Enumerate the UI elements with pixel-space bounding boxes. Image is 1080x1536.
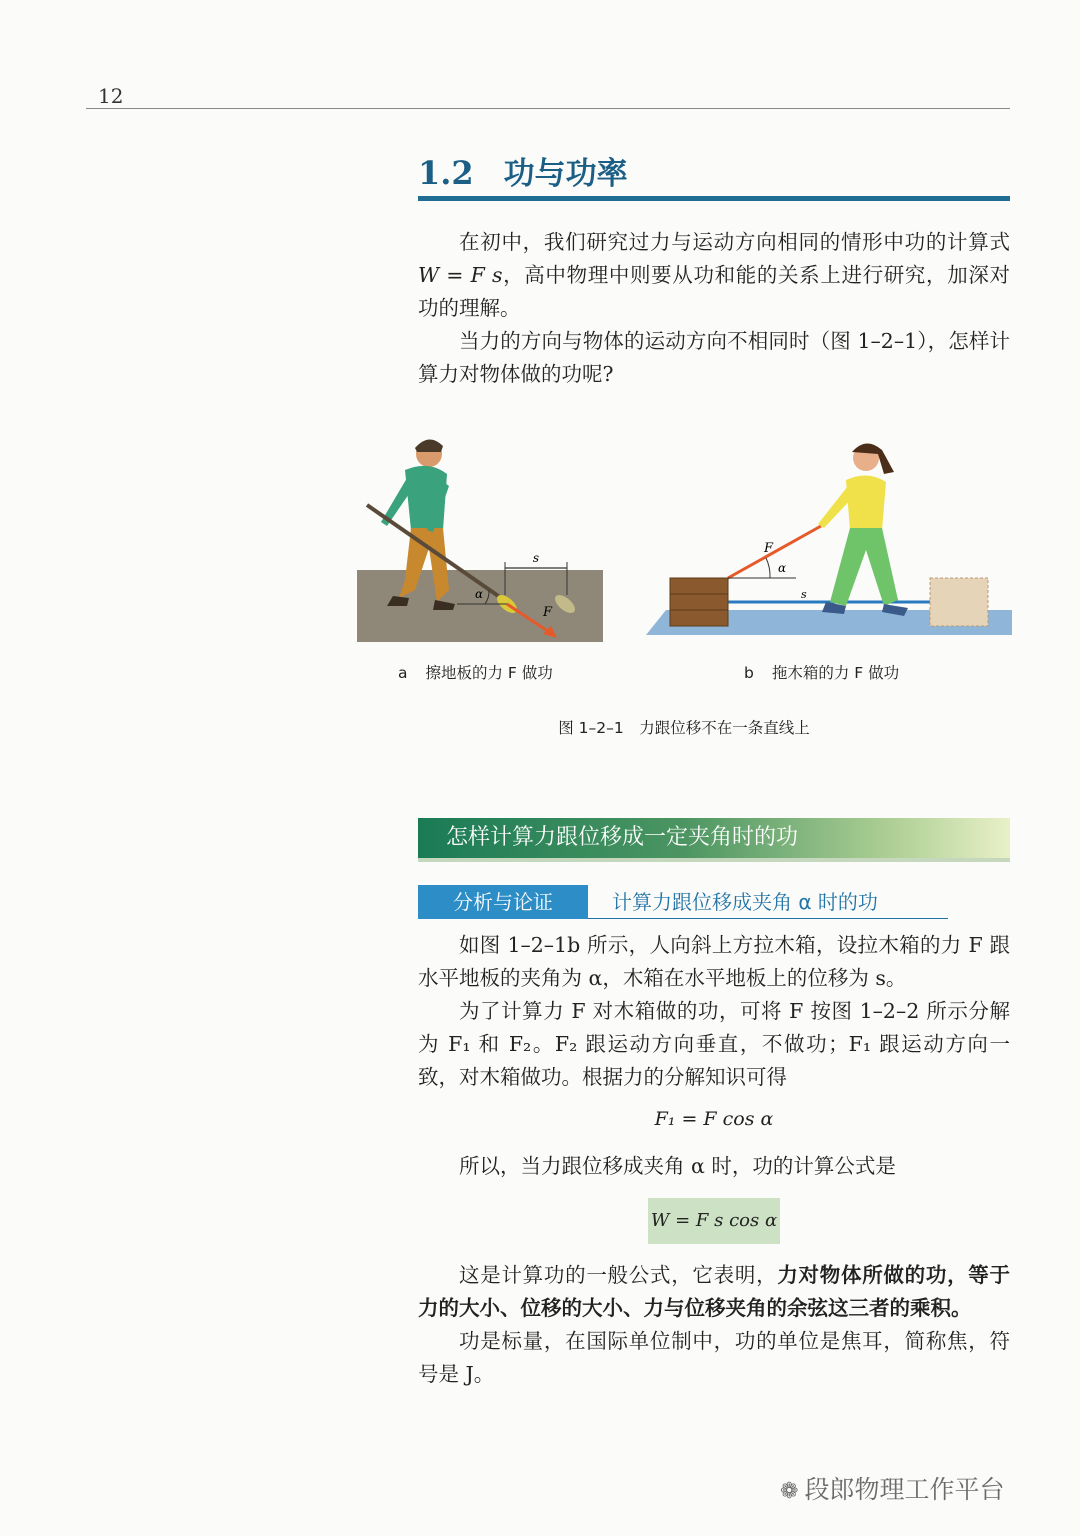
body-paragraph-4 — [418, 1259, 1010, 1325]
label-alpha-a: α — [475, 587, 484, 601]
intro-paragraph-2: 当力的方向与物体的运动方向不相同时（图 1–2–1），怎样计算力对物体做的功呢? — [418, 329, 1010, 386]
banner-shadow — [418, 858, 1010, 862]
section-rule — [418, 196, 1010, 201]
body-paragraph-3: 所以，当力跟位移成夹角 α 时，功的计算公式是 — [459, 1154, 896, 1178]
caption-a-letter: a — [398, 664, 408, 682]
label-F-a: F — [543, 605, 553, 620]
body-paragraph-1: 如图 1–2–1b 所示，人向斜上方拉木箱，设拉木箱的力 F 跟水平地板的夹角为 α，木箱在水平地板上的位移为 s。 — [418, 933, 1010, 990]
formula-f1-text: F₁ = F cos α — [654, 1108, 774, 1130]
watermark-text: 段郎物理工作平台 — [804, 1475, 1005, 1504]
label-F-b: F — [764, 541, 774, 556]
subsection-banner: 怎样计算力跟位移成一定夹角时的功 — [418, 818, 1010, 858]
box — [670, 578, 728, 626]
section-title — [418, 148, 628, 193]
intro-p1-formula: W = F s — [418, 263, 503, 287]
intro-p1-b: ，高中物理中则要从功和能的关系上进行研究，加深对功的理解。 — [418, 263, 1010, 320]
caption-b-letter: b — [744, 664, 754, 682]
label-s-b: s — [801, 588, 807, 601]
girl-shirt — [846, 475, 886, 530]
section-title-text: 功与功率 — [503, 156, 628, 192]
body-paragraph-5: 功是标量，在国际单位制中，功的单位是焦耳，简称焦，符号是 J。 — [418, 1329, 1010, 1386]
formula-f1 — [418, 1108, 1010, 1130]
caption-b — [744, 661, 899, 683]
formula-work-text: W = F s cos α — [650, 1210, 778, 1231]
formula-work — [648, 1198, 780, 1244]
body-paragraph-2: 为了计算力 F 对木箱做的功，可将 F 按图 1–2–2 所示分解为 F₁ 和 F₂。F₂ 跟运动方向垂直，不做功；F₁ 跟运动方向一致，对木箱做功。根据力的分解知识可得 — [418, 999, 1010, 1089]
box-later — [930, 578, 988, 626]
analysis-tag: 分析与论证 — [418, 885, 588, 919]
caption-b-text: 拖木箱的力 F 做功 — [771, 664, 900, 682]
figure-caption: 图 1–2–1 力跟位移不在一条直线上 — [558, 719, 810, 737]
watermark — [780, 1470, 1004, 1506]
caption-a-text: 擦地板的力 F 做功 — [425, 664, 553, 682]
intro-p1-a: 在初中，我们研究过力与运动方向相同的情形中功的计算式 — [459, 230, 1010, 254]
figure-a-mopping — [357, 430, 603, 642]
page-number: 12 — [98, 84, 124, 108]
intro-paragraph-1 — [418, 226, 1010, 325]
analysis-title: 计算力跟位移成夹角 α 时的功 — [612, 890, 878, 914]
label-s-a: s — [532, 551, 540, 565]
header-rule — [86, 108, 1010, 109]
wechat-icon: ❁ — [780, 1479, 799, 1504]
body-p4-a: 这是计算功的一般公式，它表明， — [459, 1263, 778, 1287]
figure-b-dragging-box — [646, 430, 1012, 642]
label-alpha-b: α — [778, 561, 787, 575]
body-p4-bold: 力对物体所做的功，等于力的大小、位移的大小、力与位移夹角的余弦这三者的乘积。 — [418, 1263, 1011, 1320]
caption-a — [398, 661, 553, 683]
analysis-rule — [588, 918, 948, 919]
section-number: 1.2 — [418, 154, 474, 192]
